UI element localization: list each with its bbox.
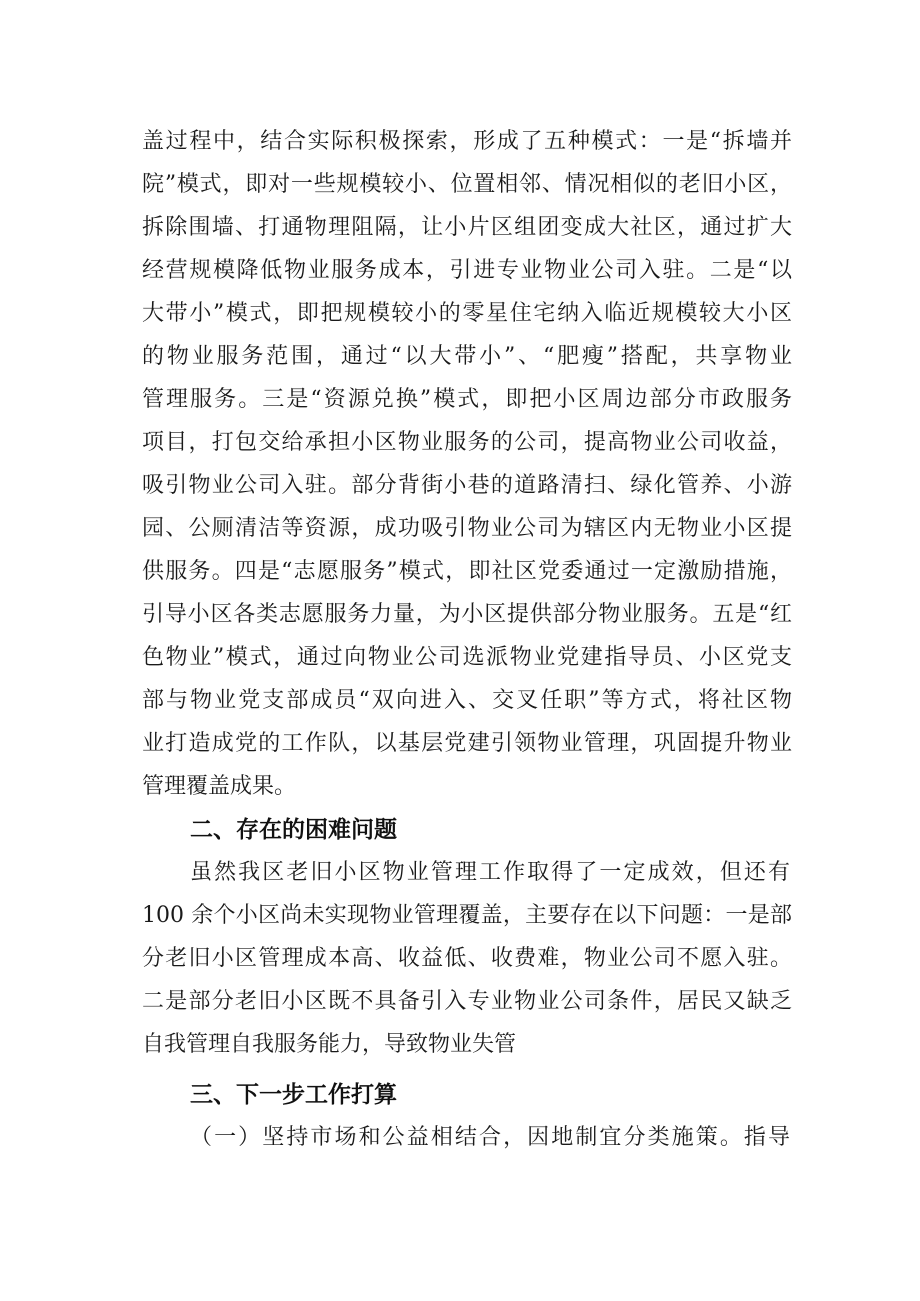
paragraph-line: 盖过程中，结合实际积极探索，形成了五种模式：一是“拆墙并	[142, 129, 792, 154]
paragraph-line: 院”模式，即对一些规模较小、位置相邻、情况相似的老旧小区，	[142, 172, 792, 197]
paragraph-line: 管理覆盖成果。	[142, 774, 297, 799]
paragraph-line: 园、公厕清洁等资源，成功吸引物业公司为辖区内无物业小区提	[142, 516, 792, 541]
paragraph-line: 色物业”模式，通过向物业公司选派物业党建指导员、小区党支	[142, 645, 792, 670]
paragraph-line: 大带小”模式，即把规模较小的零星住宅纳入临近规模较大小区	[142, 301, 792, 326]
paragraph-line: 100 余个小区尚未实现物业管理覆盖，主要存在以下问题：一是部	[142, 903, 792, 928]
section-heading: 二、存在的困难问题	[190, 817, 397, 843]
paragraph-line: 管理服务。三是“资源兑换”模式，即把小区周边部分市政服务	[142, 387, 792, 412]
paragraph-line: 供服务。四是“志愿服务”模式，即社区党委通过一定激励措施，	[142, 559, 792, 584]
paragraph-line: 分老旧小区管理成本高、收益低、收费难，物业公司不愿入驻。	[142, 946, 792, 971]
paragraph-line: 二是部分老旧小区既不具备引入专业物业公司条件，居民又缺乏	[142, 989, 792, 1014]
paragraph-line: 经营规模降低物业服务成本，引进专业物业公司入驻。二是“以	[142, 258, 792, 283]
paragraph-line: 自我管理自我服务能力，导致物业失管	[142, 1032, 517, 1057]
paragraph-line: 业打造成党的工作队，以基层党建引领物业管理，巩固提升物业	[142, 731, 792, 756]
paragraph-line: 拆除围墙、打通物理阻隔，让小片区组团变成大社区，通过扩大	[142, 215, 792, 240]
paragraph-line: 项目，打包交给承担小区物业服务的公司，提高物业公司收益，	[142, 430, 792, 455]
section-heading: 三、下一步工作打算	[190, 1082, 397, 1108]
paragraph-line: 部与物业党支部成员“双向进入、交叉任职”等方式，将社区物	[142, 688, 792, 713]
paragraph-line: 虽然我区老旧小区物业管理工作取得了一定成效，但还有	[190, 860, 790, 885]
paragraph-line: 的物业服务范围，通过“以大带小”、“肥瘦”搭配，共享物业	[142, 344, 792, 369]
paragraph-line: （一）坚持市场和公益相结合，因地制宜分类施策。指导	[190, 1125, 790, 1150]
paragraph-line: 吸引物业公司入驻。部分背街小巷的道路清扫、绿化管养、小游	[142, 473, 792, 498]
paragraph-line: 引导小区各类志愿服务力量，为小区提供部分物业服务。五是“红	[142, 602, 792, 627]
